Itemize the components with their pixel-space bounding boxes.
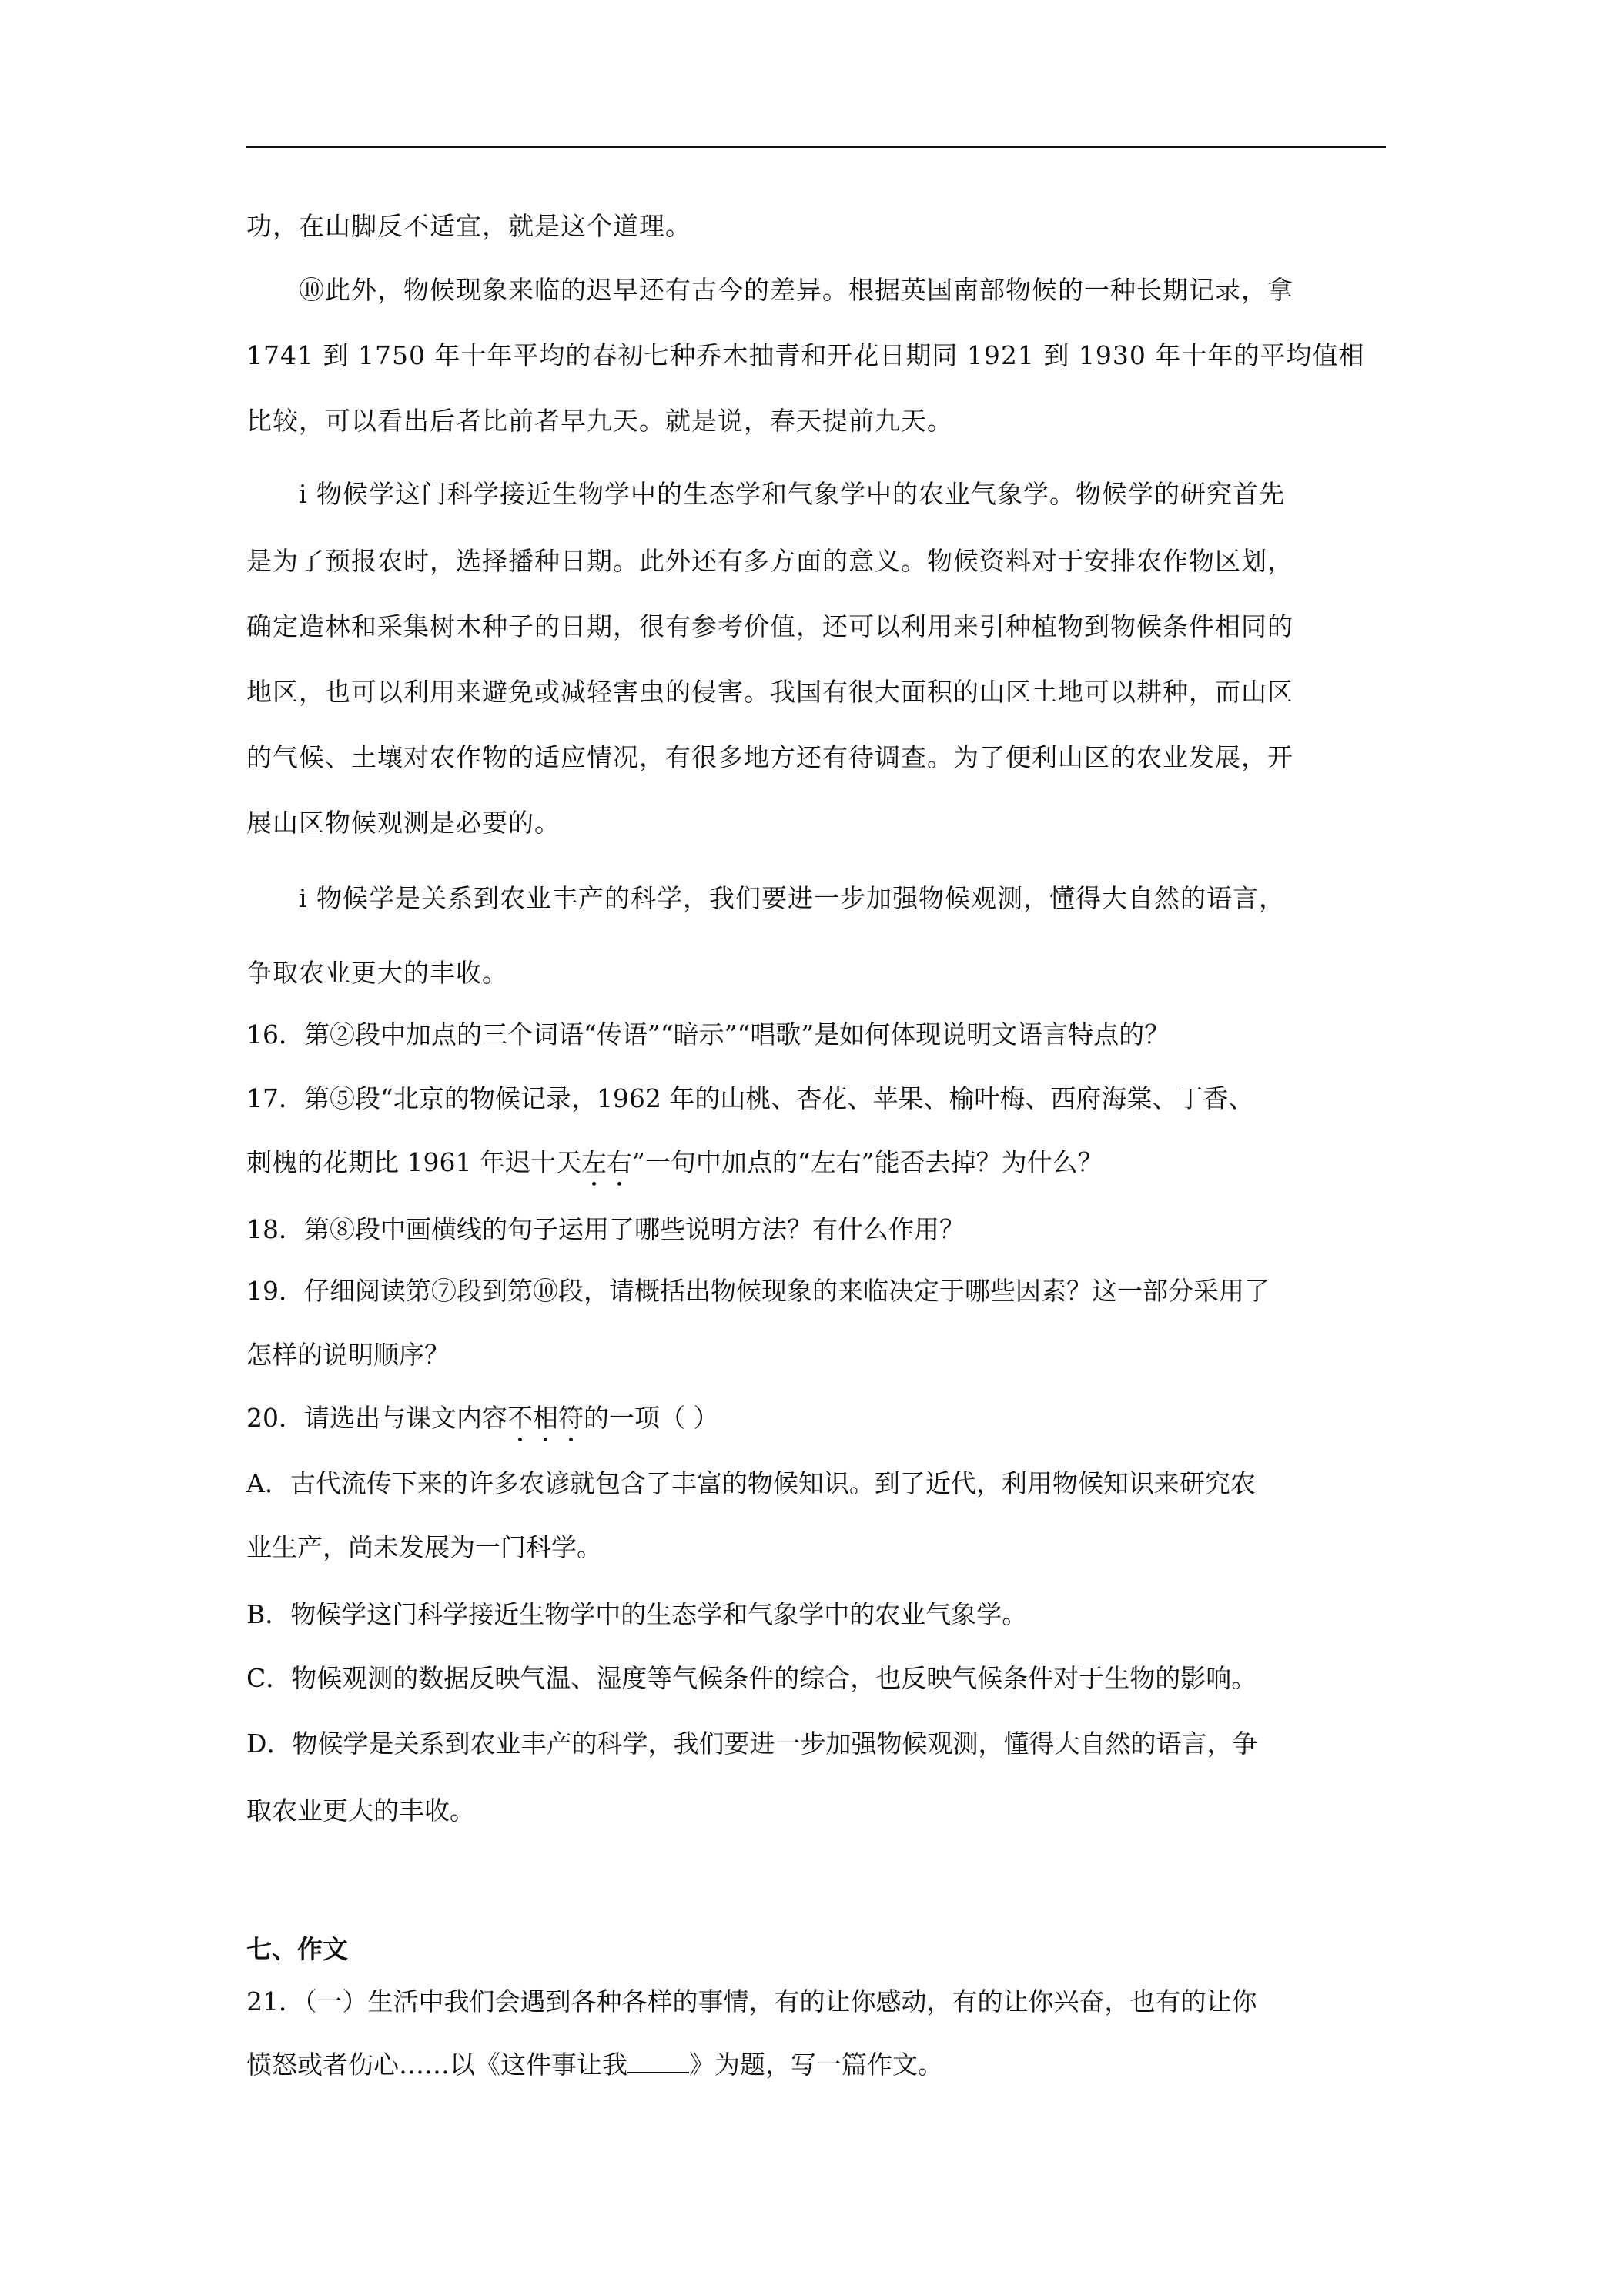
q17-text: 刺槐的花期比 1961 年迟十天 xyxy=(246,1147,581,1177)
paragraph-10-line: ⑩此外，物候现象来临的迟早还有古今的差异。根据英国南部物候的一种长期记录，拿 xyxy=(299,275,1293,305)
passage-line: 地区，也可以利用来避免或减轻害虫的侵害。我国有很大面积的山区土地可以耕种，而山区 xyxy=(246,677,1293,707)
option-a-line-1: A．古代流传下来的许多农谚就包含了丰富的物候知识。到了近代，利用物候知识来研究农 xyxy=(246,1468,1256,1498)
dotted-word: 左右 xyxy=(581,1147,632,1177)
question-18: 18．第⑧段中画横线的句子运用了哪些说明方法？有什么作用？ xyxy=(246,1214,965,1244)
section-heading: 七、作文 xyxy=(246,1934,348,1964)
question-19-line-1: 19．仔细阅读第⑦段到第⑩段，请概括出物候现象的来临决定于哪些因素？这一部分采用了 xyxy=(246,1276,1270,1306)
question-17-line-2 xyxy=(246,1146,1103,1193)
question-17-line-1: 17．第⑤段“北京的物候记录，1962 年的山桃、杏花、苹果、榆叶梅、西府海棠、丁香、 xyxy=(246,1083,1254,1113)
passage-line: 的气候、土壤对农作物的适应情况，有很多地方还有待调查。为了便利山区的农业发展，开 xyxy=(246,742,1293,772)
passage-line: 是为了预报农时，选择播种日期。此外还有多方面的意义。物候资料对于安排农作物区划， xyxy=(246,546,1293,576)
passage-line: 1741 到 1750 年十年平均的春初七种乔木抽青和开花日期同 1921 到 1930 年十年的平均值相 xyxy=(246,340,1365,370)
q20-text: 的一项（ ） xyxy=(584,1403,719,1433)
passage-line: 确定造林和采集树木种子的日期，很有参考价值，还可以利用来引种植物到物候条件相同的 xyxy=(246,611,1293,641)
passage-line: 争取农业更大的丰收。 xyxy=(246,958,508,988)
option-b: B．物候学这门科学接近生物学中的生态学和气象学中的农业气象学。 xyxy=(246,1599,1028,1629)
option-c: C．物候观测的数据反映气温、湿度等气候条件的综合，也反映气候条件对于生物的影响。 xyxy=(246,1663,1257,1693)
passage-line: 比较，可以看出后者比前者早九天。就是说，春天提前九天。 xyxy=(246,406,953,436)
question-16: 16．第②段中加点的三个词语“传语”“暗示”“唱歌”是如何体现说明文语言特点的？ xyxy=(246,1019,1170,1049)
question-21-line-2 xyxy=(246,2048,943,2082)
fill-in-blank xyxy=(627,2049,689,2073)
q21-text: 》为题，写一篇作文。 xyxy=(689,2050,943,2080)
dotted-word: 不相符 xyxy=(507,1403,584,1433)
option-d-line-1: D．物候学是关系到农业丰产的科学，我们要进一步加强物候观测，懂得大自然的语言，争 xyxy=(246,1729,1258,1759)
option-a-line-2: 业生产，尚未发展为一门科学。 xyxy=(246,1532,602,1562)
q17-text: ”一句中加点的“左右”能否去掉？为什么？ xyxy=(631,1147,1103,1177)
option-d-line-2: 取农业更大的丰收。 xyxy=(246,1796,475,1826)
question-21-line-1: 21．（一）生活中我们会遇到各种各样的事情，有的让你感动，有的让你兴奋，也有的让你 xyxy=(246,1986,1257,2017)
header-rule xyxy=(246,146,1386,148)
question-20 xyxy=(246,1401,719,1448)
q20-text: 20．请选出与课文内容 xyxy=(246,1403,507,1433)
q21-text: 愤怒或者伤心……以《这件事让我 xyxy=(246,2050,627,2080)
paragraph-11-line: ⅰ 物候学这门科学接近生物学中的生态学和气象学中的农业气象学。物候学的研究首先 xyxy=(299,479,1286,509)
passage-line: 展山区物候观测是必要的。 xyxy=(246,808,561,838)
passage-line: 功，在山脚反不适宜，就是这个道理。 xyxy=(246,211,691,241)
paragraph-12-line: ⅰ 物候学是关系到农业丰产的科学，我们要进一步加强物候观测，懂得大自然的语言， xyxy=(299,883,1286,913)
question-19-line-2: 怎样的说明顺序？ xyxy=(246,1340,450,1370)
